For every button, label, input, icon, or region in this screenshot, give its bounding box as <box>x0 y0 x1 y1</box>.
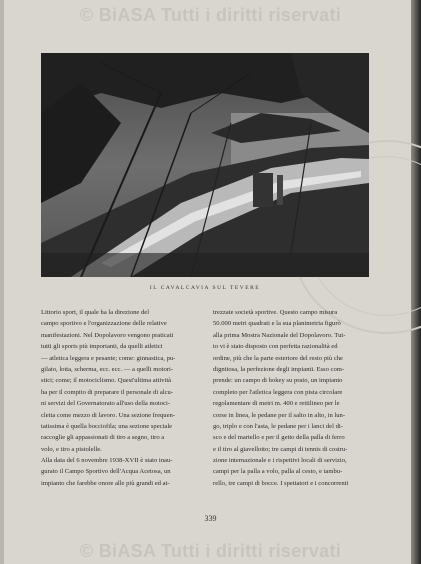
text-line: ni servizi del Governatorato all'uso della motoci- <box>41 400 170 408</box>
text-line: stici; come; il motociclismo. Quest'ultima attività <box>41 377 172 385</box>
text-line: zione internazionale e i rispettivi locali di servizio, <box>213 457 347 465</box>
text-line: prende: un campo di hokey su prato, un impianto <box>213 377 343 385</box>
text-line: campo sportivo e l'organizzazione delle relative <box>41 320 167 328</box>
text-column-left <box>41 307 199 489</box>
text-line: tatissima è quella bocciofila; una sezione speciale <box>41 422 173 430</box>
watermark-bottom: © BiASA Tutti i diritti riservati <box>79 541 342 561</box>
text-line: ha per il compito di preparare il personale di alcu- <box>41 388 174 396</box>
text-line: gurato il Campo Sportivo dell'Acqua Acetosa, un <box>41 468 171 476</box>
text-line: trezzate società sportive. Questo campo misura <box>213 309 338 316</box>
text-line: alla prima Mostra Nazionale del Dopolavoro. Tut- <box>213 331 346 339</box>
text-line: impianto che farebbe onore alle più grandi ed at- <box>41 479 170 487</box>
text-line: — atletica leggera e pesante; come: ginnastica, pu- <box>41 354 176 362</box>
text-line: campi per la palla a volo, palla al cesto, e tambu- <box>213 468 343 476</box>
photo-caption: IL CAVALCAVIA SUL TEVERE <box>149 285 261 291</box>
text-line: ordine, più che la parte esteriore del resto più che <box>213 354 343 362</box>
text-line: manifestazioni. Nel Dopolavoro vengono praticati <box>41 331 174 339</box>
text-line: rello, tre campi di bocce. I spettatori e i concorrenti <box>213 479 349 487</box>
photograph-image <box>41 53 369 277</box>
text-line: raccoglie gli appassionati di tiro a segno, tiro a <box>41 434 165 442</box>
text-line: tutti gli sports più importanti, da quelli atletici <box>41 343 163 351</box>
text-line: dignitosa, la perfezione degli impianti. Esso com- <box>213 365 345 373</box>
text-line: volo, e tiro a pistolelle. <box>41 445 102 453</box>
text-line: Littorio sport, il quale ha la direzione del <box>41 309 150 316</box>
text-column-right <box>213 307 371 489</box>
text-line: sco e del martello e per il getto della palla di ferro <box>213 434 345 442</box>
text-line: completo per l'atletica leggera con pista circolare <box>213 388 343 396</box>
text-line: cletta come mezzo di lavoro. Una sezione frequen- <box>41 411 176 419</box>
photograph-overpass <box>41 53 369 277</box>
text-line: gilato, lotta, scherma, ecc. ecc. — a quelli motori- <box>41 365 174 373</box>
text-line: to vi è stato disposto con perfetta razionalità ed <box>213 343 338 351</box>
text-line: Alla data del 6 novembre 1938-XVII è stato inau- <box>41 457 173 465</box>
text-line: corse in linea, le pedane per il salto in alto, in lun- <box>213 411 346 419</box>
text-line: 50.000 metri quadrati e la sua planimetria figurò <box>213 320 341 328</box>
text-line: e il tiro al giavellotto; tre campi di tennis di costru- <box>213 445 348 453</box>
page-left-edge <box>0 0 4 564</box>
watermark-top: © BiASA Tutti i diritti riservati <box>79 5 342 25</box>
page-number: 339 <box>204 514 217 523</box>
text-line: regolamentare di metri m. 400 e rettilineo per le <box>213 400 340 408</box>
text-line: go, triplo e con l'asta, le pedane per i lanci del di- <box>213 422 343 430</box>
